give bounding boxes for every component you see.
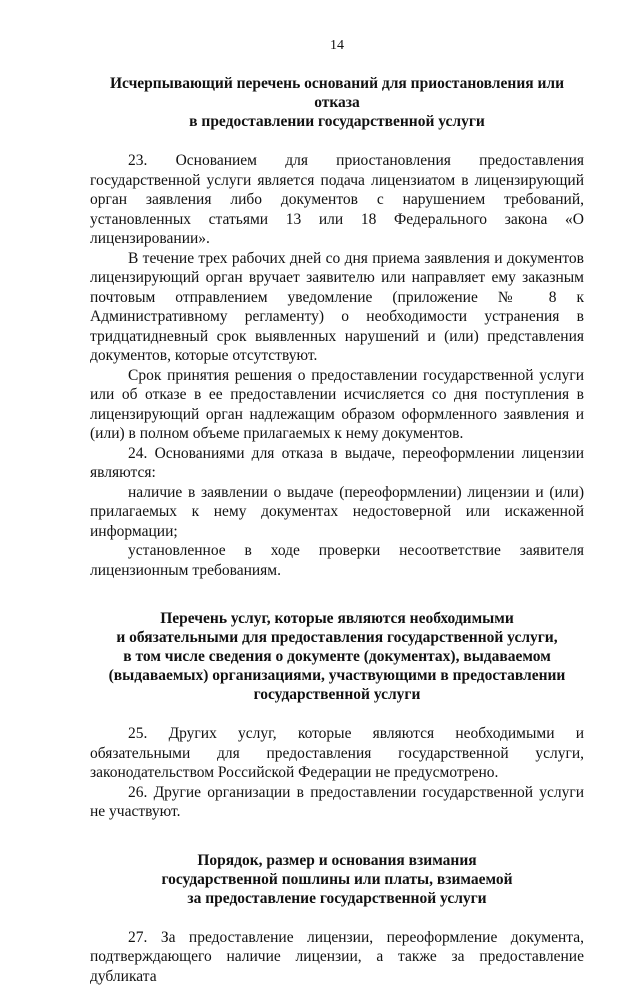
- section-heading-suspension-grounds: Исчерпывающий перечень оснований для приостановления или отказа в предоставлении государственной услуги: [90, 74, 584, 131]
- paragraph-24: 24. Основаниями для отказа в выдаче, переоформлении лицензии являются:: [90, 444, 584, 483]
- paragraph-25: 25. Других услуг, которые являются необходимыми и обязательными для предоставления государственной услуги, законодательством Российской Федерации не предусмотрено.: [90, 724, 584, 783]
- paragraph-decision-term: Срок принятия решения о предоставлении государственной услуги или об отказе в ее предоставлении исчисляется со дня поступления в лицензирующий орган надлежащим образом оформленного заявления и (или) в полном объеме прилагаемых к нему документов.: [90, 366, 584, 444]
- paragraph-26: 26. Другие организации в предоставлении государственной услуги не участвуют.: [90, 783, 584, 822]
- section-heading-required-services: Перечень услуг, которые являются необходимыми и обязательными для предоставления государственной услуги, в том числе сведения о документе (документах), выдаваемом (выдаваемых) организациями, участвующими в предоставлении государственной услуги: [90, 609, 584, 704]
- paragraph-notice: В течение трех рабочих дней со дня приема заявления и документов лицензирующий орган вручает заявителю или направляет ему заказным почтовым отправлением уведомление (приложение № 8 к Административному регламенту) о необходимости устранения в тридцатидневный срок выявленных нарушений и (или) представления документов, которые отсутствуют.: [90, 249, 584, 366]
- paragraph-27: 27. За предоставление лицензии, переоформление документа, подтверждающего наличие лицензии, а также за предоставление дубликата: [90, 928, 584, 986]
- paragraph-noncompliance: установленное в ходе проверки несоответствие заявителя лицензионным требованиям.: [90, 541, 584, 580]
- paragraph-23: 23. Основанием для приостановления предоставления государственной услуги является подача лицензиатом в лицензирующий орган заявления либо документов с нарушением требований, установленных статьями 13 или 18 Федерального закона «О лицензировании».: [90, 151, 584, 249]
- paragraph-false-info: наличие в заявлении о выдаче (переоформлении) лицензии и (или) прилагаемых к нему документах недостоверной или искаженной информации;: [90, 483, 584, 542]
- page-number: 14: [90, 38, 584, 54]
- section-heading-state-fee: Порядок, размер и основания взимания государственной пошлины или платы, взимаемой за предоставление государственной услуги: [90, 851, 584, 908]
